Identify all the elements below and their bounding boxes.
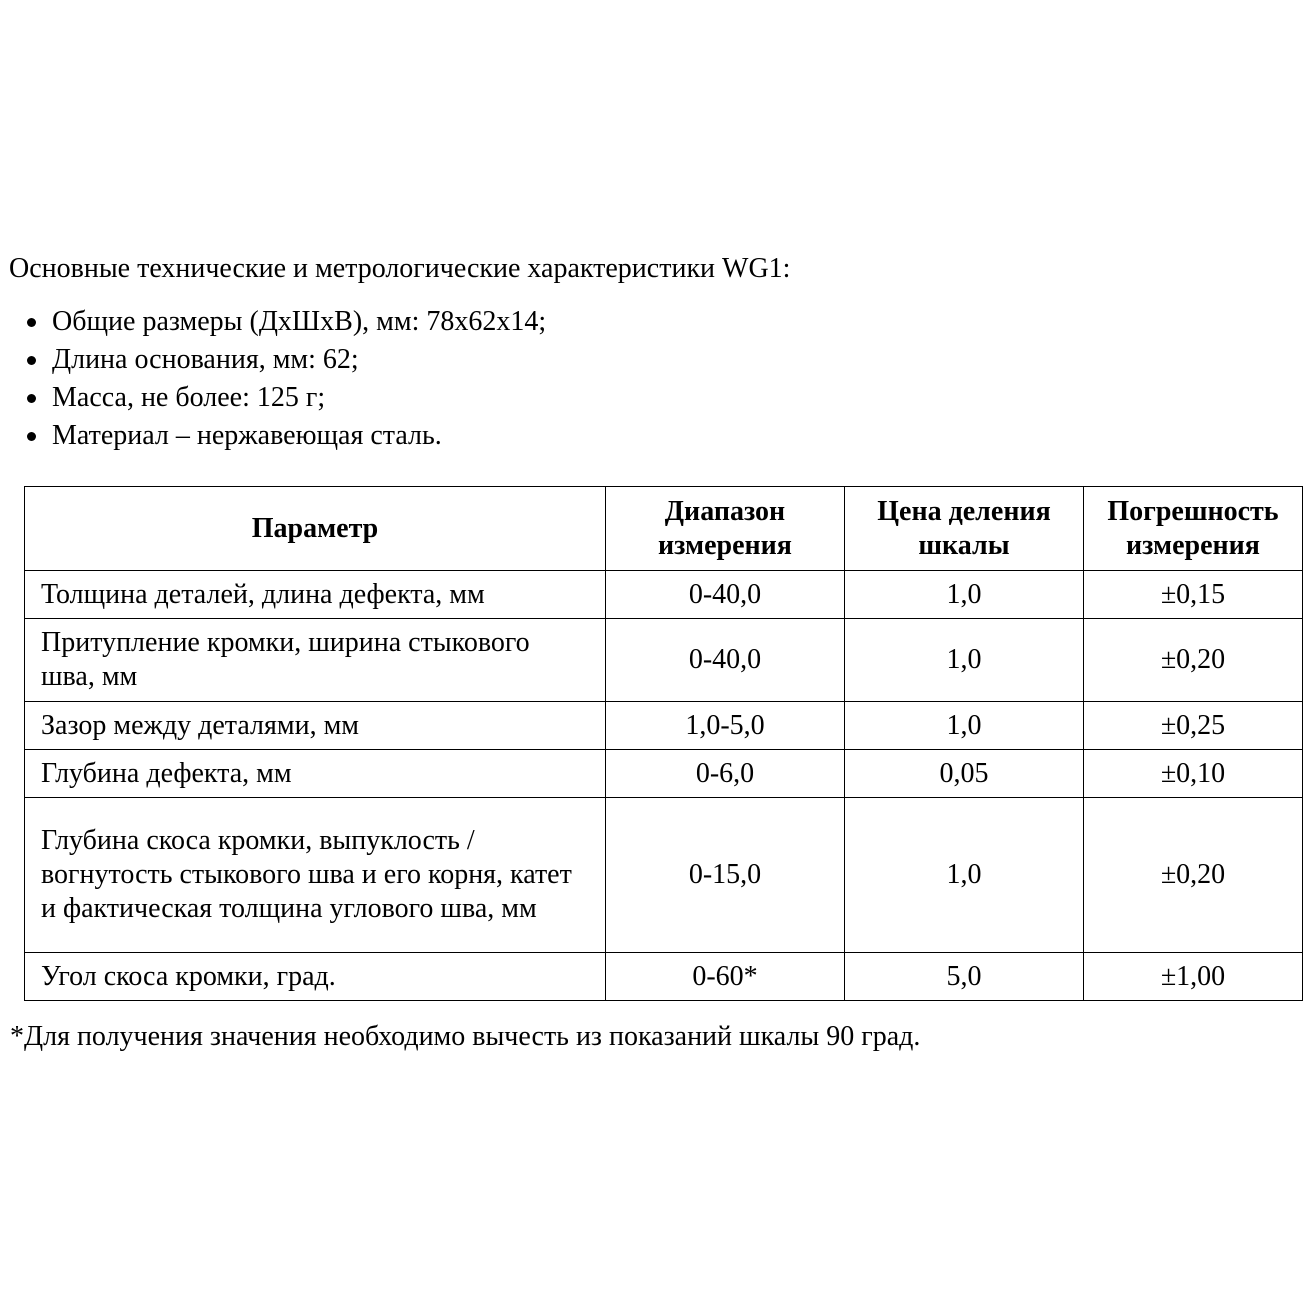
bullet-text: Длина основания, мм: 62; [52, 344, 359, 375]
cell-error: ±0,15 [1084, 571, 1303, 619]
cell-range: 1,0-5,0 [606, 702, 845, 750]
bullet-icon [27, 432, 36, 441]
header-range: Диапазон измерения [606, 487, 845, 571]
specs-table [24, 486, 1303, 1001]
header-error: Погрешность измерения [1084, 487, 1303, 571]
table-row [25, 953, 1303, 1001]
bullet-item [24, 303, 546, 341]
cell-range: 0-15,0 [606, 798, 845, 953]
cell-division: 1,0 [845, 702, 1084, 750]
table-row [25, 750, 1303, 798]
bullet-text: Общие размеры (ДхШхВ), мм: 78х62х14; [52, 306, 547, 337]
cell-division: 5,0 [845, 953, 1084, 1001]
table-header-row [25, 487, 1303, 571]
header-param: Параметр [25, 487, 606, 571]
cell-division: 1,0 [845, 798, 1084, 953]
bullet-icon [27, 356, 36, 365]
cell-range: 0-6,0 [606, 750, 845, 798]
bullet-icon [27, 394, 36, 403]
bullet-icon [27, 318, 36, 327]
table-row [25, 798, 1303, 953]
cell-param: Толщина деталей, длина дефекта, мм [25, 571, 606, 619]
cell-division: 1,0 [845, 619, 1084, 702]
table-row [25, 571, 1303, 619]
table-row [25, 702, 1303, 750]
cell-error: ±0,20 [1084, 619, 1303, 702]
bullet-text: Материал – нержавеющая сталь. [52, 420, 442, 451]
bullet-item [24, 417, 546, 455]
table-row [25, 619, 1303, 702]
cell-range: 0-40,0 [606, 619, 845, 702]
cell-range: 0-40,0 [606, 571, 845, 619]
cell-range: 0-60* [606, 953, 845, 1001]
cell-param: Глубина скоса кромки, выпуклость / вогнутость стыкового шва и его корня, катет и фактическая толщина углового шва, мм [25, 798, 606, 953]
cell-division: 1,0 [845, 571, 1084, 619]
cell-division: 0,05 [845, 750, 1084, 798]
header-division: Цена деления шкалы [845, 487, 1084, 571]
bullet-text: Масса, не более: 125 г; [52, 382, 326, 413]
specs-bullet-list [24, 303, 546, 455]
cell-error: ±1,00 [1084, 953, 1303, 1001]
page-heading: Основные технические и метрологические характеристики WG1: [9, 253, 791, 284]
cell-error: ±0,10 [1084, 750, 1303, 798]
cell-param: Притупление кромки, ширина стыкового шва, мм [25, 619, 606, 702]
footnote: *Для получения значения необходимо вычесть из показаний шкалы 90 град. [10, 1021, 921, 1052]
cell-error: ±0,20 [1084, 798, 1303, 953]
cell-param: Угол скоса кромки, град. [25, 953, 606, 1001]
bullet-item [24, 341, 546, 379]
cell-error: ±0,25 [1084, 702, 1303, 750]
cell-param: Глубина дефекта, мм [25, 750, 606, 798]
cell-param: Зазор между деталями, мм [25, 702, 606, 750]
bullet-item [24, 379, 546, 417]
